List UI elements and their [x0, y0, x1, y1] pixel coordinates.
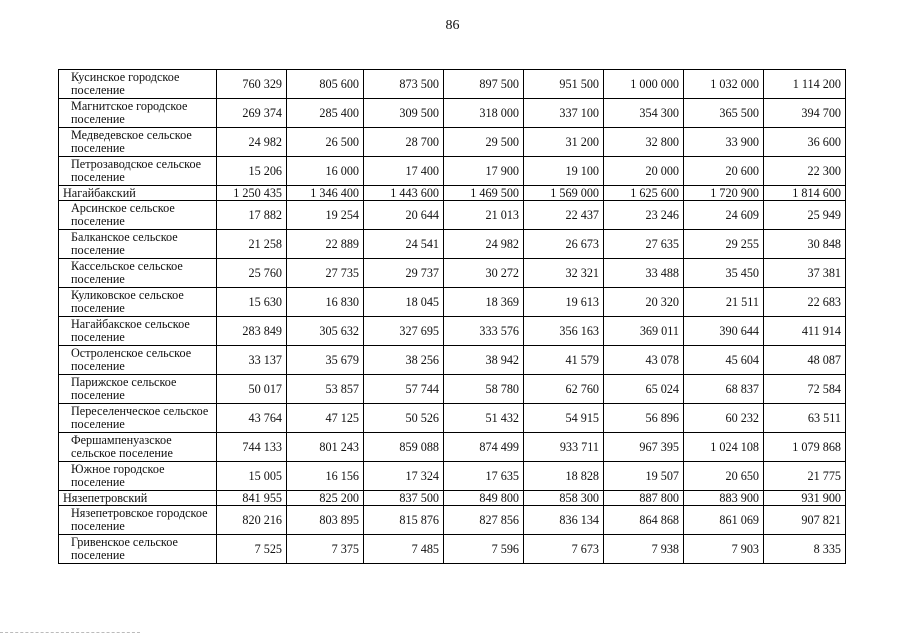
value-cell: 29 255: [684, 230, 764, 259]
value-cell: 36 600: [764, 128, 846, 157]
value-cell: 22 437: [524, 201, 604, 230]
value-cell: 744 133: [217, 433, 287, 462]
value-cell: 16 156: [287, 462, 364, 491]
data-table: [58, 69, 846, 564]
value-cell: 48 087: [764, 346, 846, 375]
value-cell: 858 300: [524, 491, 604, 506]
value-cell: 25 760: [217, 259, 287, 288]
settlement-name: Кусинское городское поселение: [59, 70, 217, 99]
value-cell: 24 982: [444, 230, 524, 259]
table-row: [59, 375, 846, 404]
district-row: [59, 491, 846, 506]
value-cell: 1 569 000: [524, 186, 604, 201]
value-cell: 1 032 000: [684, 70, 764, 99]
value-cell: 7 673: [524, 535, 604, 564]
value-cell: 318 000: [444, 99, 524, 128]
value-cell: 411 914: [764, 317, 846, 346]
settlement-name: Куликовское сельское поселение: [59, 288, 217, 317]
value-cell: 15 206: [217, 157, 287, 186]
table-row: [59, 259, 846, 288]
table-row: [59, 404, 846, 433]
value-cell: 58 780: [444, 375, 524, 404]
value-cell: 35 679: [287, 346, 364, 375]
value-cell: 801 243: [287, 433, 364, 462]
value-cell: 20 650: [684, 462, 764, 491]
value-cell: 25 949: [764, 201, 846, 230]
value-cell: 19 254: [287, 201, 364, 230]
value-cell: 333 576: [444, 317, 524, 346]
value-cell: 37 381: [764, 259, 846, 288]
table-body: [59, 70, 846, 564]
value-cell: 56 896: [604, 404, 684, 433]
page-number: 86: [445, 18, 460, 33]
value-cell: 820 216: [217, 506, 287, 535]
value-cell: 72 584: [764, 375, 846, 404]
value-cell: 24 609: [684, 201, 764, 230]
value-cell: 7 485: [364, 535, 444, 564]
settlement-name: Переселенческое сельское поселение: [59, 404, 217, 433]
value-cell: 20 600: [684, 157, 764, 186]
value-cell: 356 163: [524, 317, 604, 346]
value-cell: 38 256: [364, 346, 444, 375]
value-cell: 933 711: [524, 433, 604, 462]
value-cell: 887 800: [604, 491, 684, 506]
value-cell: 365 500: [684, 99, 764, 128]
value-cell: 31 200: [524, 128, 604, 157]
value-cell: 33 137: [217, 346, 287, 375]
value-cell: 15 630: [217, 288, 287, 317]
settlement-name: Фершампенуазское сельское поселение: [59, 433, 217, 462]
value-cell: 43 764: [217, 404, 287, 433]
value-cell: 30 848: [764, 230, 846, 259]
settlement-name: Арсинское сельское поселение: [59, 201, 217, 230]
value-cell: 815 876: [364, 506, 444, 535]
value-cell: 827 856: [444, 506, 524, 535]
value-cell: 20 000: [604, 157, 684, 186]
value-cell: 19 613: [524, 288, 604, 317]
value-cell: 63 511: [764, 404, 846, 433]
value-cell: 861 069: [684, 506, 764, 535]
value-cell: 951 500: [524, 70, 604, 99]
value-cell: 30 272: [444, 259, 524, 288]
value-cell: 7 938: [604, 535, 684, 564]
value-cell: 1 114 200: [764, 70, 846, 99]
value-cell: 17 900: [444, 157, 524, 186]
value-cell: 21 511: [684, 288, 764, 317]
value-cell: 760 329: [217, 70, 287, 99]
table-row: [59, 70, 846, 99]
value-cell: 21 013: [444, 201, 524, 230]
table-row: [59, 230, 846, 259]
value-cell: 7 903: [684, 535, 764, 564]
value-cell: 1 024 108: [684, 433, 764, 462]
value-cell: 29 500: [444, 128, 524, 157]
settlement-name: Медведевское сельское поселение: [59, 128, 217, 157]
value-cell: 1 079 868: [764, 433, 846, 462]
value-cell: 32 321: [524, 259, 604, 288]
value-cell: 24 541: [364, 230, 444, 259]
value-cell: 309 500: [364, 99, 444, 128]
value-cell: 1 814 600: [764, 186, 846, 201]
value-cell: 33 488: [604, 259, 684, 288]
value-cell: 327 695: [364, 317, 444, 346]
value-cell: 17 635: [444, 462, 524, 491]
value-cell: 836 134: [524, 506, 604, 535]
value-cell: 825 200: [287, 491, 364, 506]
settlement-name: Кассельское сельское поселение: [59, 259, 217, 288]
district-name: Нязепетровский: [59, 491, 217, 506]
value-cell: 50 017: [217, 375, 287, 404]
value-cell: 26 500: [287, 128, 364, 157]
value-cell: 337 100: [524, 99, 604, 128]
value-cell: 849 800: [444, 491, 524, 506]
value-cell: 23 246: [604, 201, 684, 230]
value-cell: 38 942: [444, 346, 524, 375]
value-cell: 18 369: [444, 288, 524, 317]
value-cell: 45 604: [684, 346, 764, 375]
value-cell: 18 828: [524, 462, 604, 491]
settlement-name: Нязепетровское городское поселение: [59, 506, 217, 535]
value-cell: 22 889: [287, 230, 364, 259]
settlement-name: Остроленское сельское поселение: [59, 346, 217, 375]
value-cell: 50 526: [364, 404, 444, 433]
table-row: [59, 535, 846, 564]
value-cell: 22 300: [764, 157, 846, 186]
value-cell: 390 644: [684, 317, 764, 346]
value-cell: 26 673: [524, 230, 604, 259]
value-cell: 907 821: [764, 506, 846, 535]
value-cell: 28 700: [364, 128, 444, 157]
value-cell: 41 579: [524, 346, 604, 375]
value-cell: 841 955: [217, 491, 287, 506]
value-cell: 7 375: [287, 535, 364, 564]
value-cell: 21 775: [764, 462, 846, 491]
value-cell: 16 830: [287, 288, 364, 317]
value-cell: 32 800: [604, 128, 684, 157]
value-cell: 354 300: [604, 99, 684, 128]
value-cell: 897 500: [444, 70, 524, 99]
settlement-name: Гривенское сельское поселение: [59, 535, 217, 564]
value-cell: 35 450: [684, 259, 764, 288]
table-row: [59, 288, 846, 317]
table-row: [59, 128, 846, 157]
value-cell: 60 232: [684, 404, 764, 433]
value-cell: 51 432: [444, 404, 524, 433]
value-cell: 269 374: [217, 99, 287, 128]
value-cell: 53 857: [287, 375, 364, 404]
value-cell: 17 324: [364, 462, 444, 491]
value-cell: 15 005: [217, 462, 287, 491]
value-cell: 20 644: [364, 201, 444, 230]
value-cell: 29 737: [364, 259, 444, 288]
value-cell: 1 000 000: [604, 70, 684, 99]
settlement-name: Южное городское поселение: [59, 462, 217, 491]
table-row: [59, 99, 846, 128]
value-cell: 1 720 900: [684, 186, 764, 201]
value-cell: 285 400: [287, 99, 364, 128]
value-cell: 874 499: [444, 433, 524, 462]
settlement-name: Балканское сельское поселение: [59, 230, 217, 259]
value-cell: 837 500: [364, 491, 444, 506]
value-cell: 803 895: [287, 506, 364, 535]
table-row: [59, 157, 846, 186]
value-cell: 1 625 600: [604, 186, 684, 201]
value-cell: 68 837: [684, 375, 764, 404]
value-cell: 22 683: [764, 288, 846, 317]
table-row: [59, 506, 846, 535]
value-cell: 27 635: [604, 230, 684, 259]
value-cell: 394 700: [764, 99, 846, 128]
value-cell: 1 443 600: [364, 186, 444, 201]
value-cell: 43 078: [604, 346, 684, 375]
table-row: [59, 317, 846, 346]
district-row: [59, 186, 846, 201]
value-cell: 931 900: [764, 491, 846, 506]
table-row: [59, 462, 846, 491]
settlement-name: Петрозаводское сельское поселение: [59, 157, 217, 186]
value-cell: 47 125: [287, 404, 364, 433]
settlement-name: Нагайбакское сельское поселение: [59, 317, 217, 346]
value-cell: 859 088: [364, 433, 444, 462]
value-cell: 21 258: [217, 230, 287, 259]
value-cell: 24 982: [217, 128, 287, 157]
table-row: [59, 201, 846, 230]
value-cell: 1 250 435: [217, 186, 287, 201]
scan-artifact: [0, 632, 140, 635]
value-cell: 7 525: [217, 535, 287, 564]
value-cell: 57 744: [364, 375, 444, 404]
value-cell: 967 395: [604, 433, 684, 462]
value-cell: 283 849: [217, 317, 287, 346]
value-cell: 7 596: [444, 535, 524, 564]
value-cell: 54 915: [524, 404, 604, 433]
value-cell: 19 100: [524, 157, 604, 186]
value-cell: 1 469 500: [444, 186, 524, 201]
value-cell: 1 346 400: [287, 186, 364, 201]
value-cell: 16 000: [287, 157, 364, 186]
value-cell: 17 400: [364, 157, 444, 186]
district-name: Нагайбакский: [59, 186, 217, 201]
value-cell: 27 735: [287, 259, 364, 288]
value-cell: 864 868: [604, 506, 684, 535]
value-cell: 18 045: [364, 288, 444, 317]
value-cell: 17 882: [217, 201, 287, 230]
settlement-name: Магнитское городское поселение: [59, 99, 217, 128]
value-cell: 305 632: [287, 317, 364, 346]
value-cell: 19 507: [604, 462, 684, 491]
value-cell: 62 760: [524, 375, 604, 404]
value-cell: 20 320: [604, 288, 684, 317]
value-cell: 873 500: [364, 70, 444, 99]
table-row: [59, 346, 846, 375]
value-cell: 883 900: [684, 491, 764, 506]
value-cell: 8 335: [764, 535, 846, 564]
value-cell: 369 011: [604, 317, 684, 346]
value-cell: 33 900: [684, 128, 764, 157]
value-cell: 805 600: [287, 70, 364, 99]
table-row: [59, 433, 846, 462]
value-cell: 65 024: [604, 375, 684, 404]
settlement-name: Парижское сельское поселение: [59, 375, 217, 404]
